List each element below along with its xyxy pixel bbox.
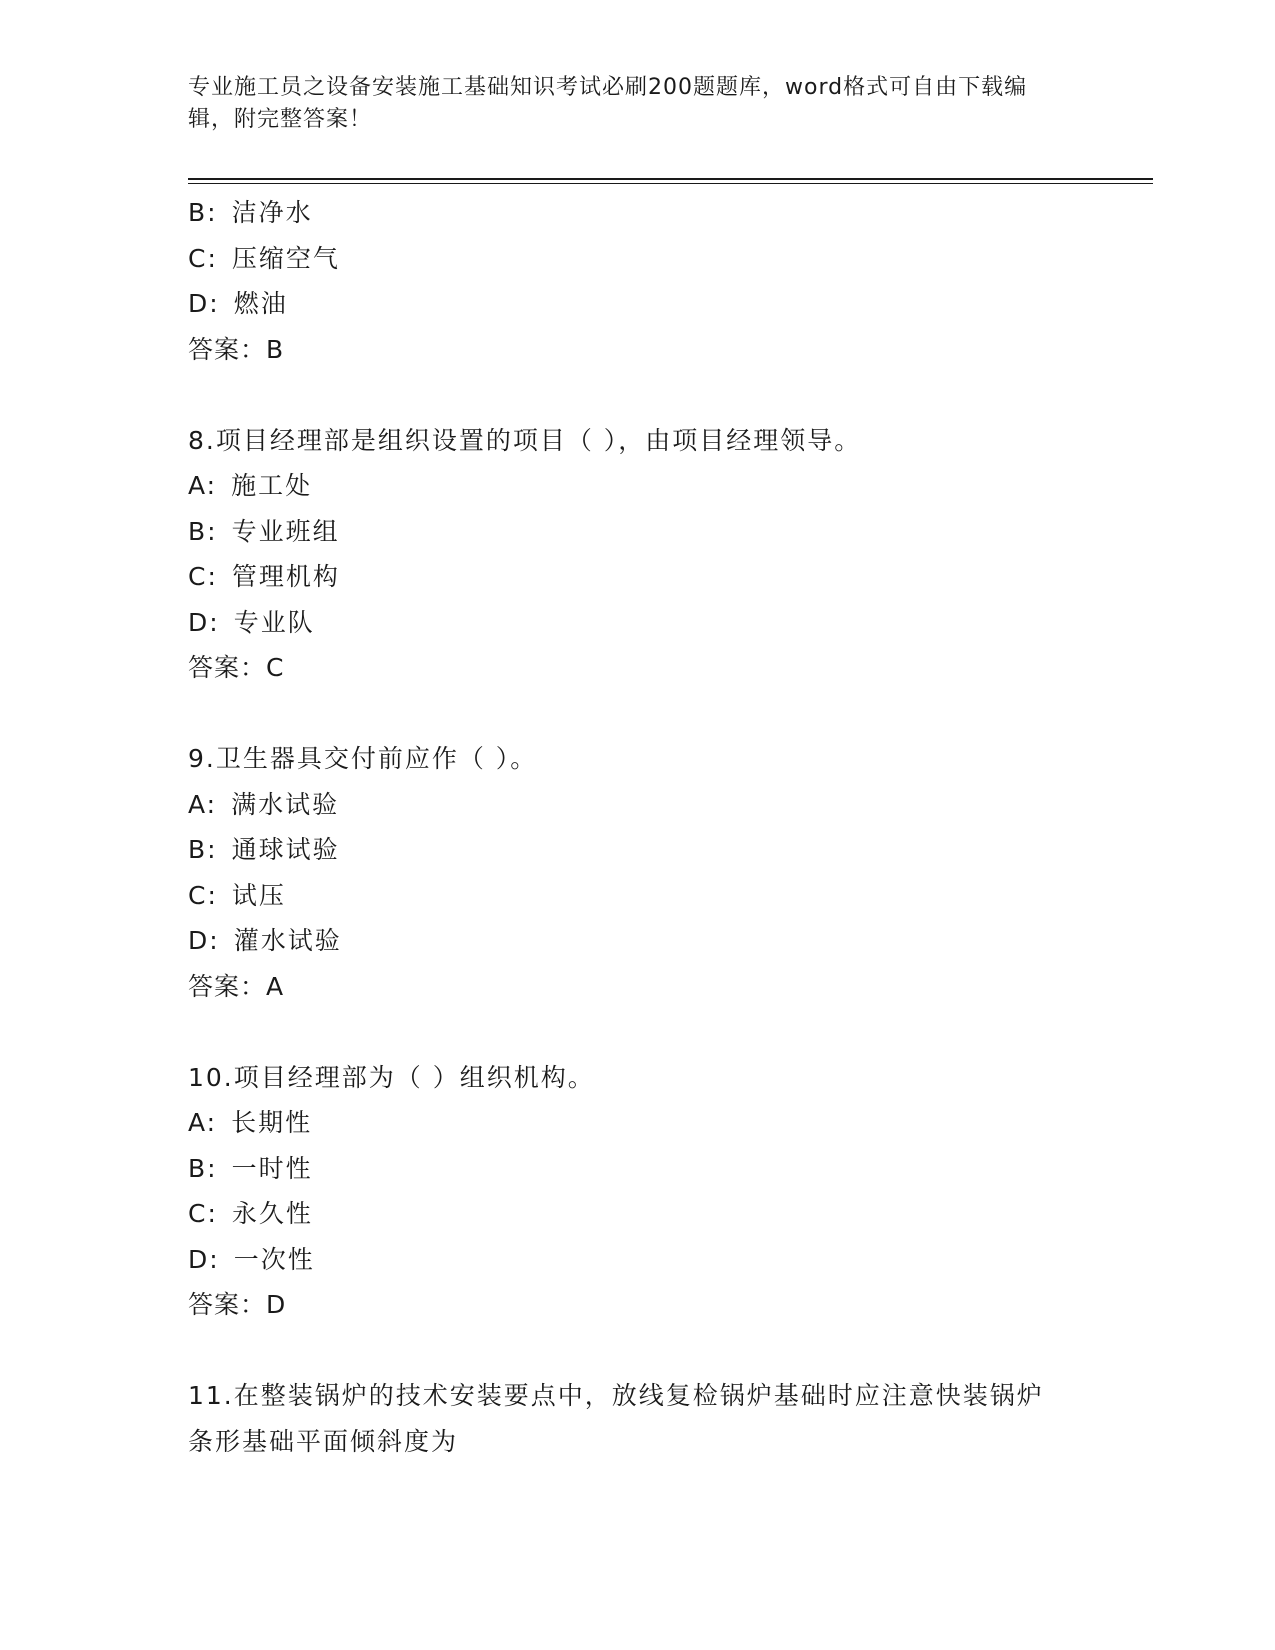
- option-letter: A:: [188, 789, 218, 819]
- option-text: 专业班组: [231, 516, 340, 546]
- question-stem: 10.项目经理部为（ ）组织机构。: [188, 1062, 595, 1092]
- header-divider-thick: [188, 178, 1153, 180]
- option-b: [188, 509, 1088, 555]
- option-text: 管理机构: [231, 562, 340, 591]
- header-divider-thin: [188, 183, 1153, 184]
- question-list: [188, 190, 1088, 1464]
- option-text: 施工处: [231, 471, 313, 500]
- option-c: [188, 1191, 1088, 1237]
- option-a: [188, 1100, 1088, 1146]
- option-text: 一时性: [231, 1153, 313, 1183]
- option-b: [188, 827, 1088, 873]
- option-letter: D:: [188, 289, 220, 318]
- question-stem: 11.在整装锅炉的技术安装要点中，放线复检锅炉基础时应注意快装锅炉条形基础平面倾斜度为: [188, 1381, 1044, 1456]
- option-text: 洁净水: [231, 198, 313, 227]
- spacer: [188, 691, 1088, 737]
- question-8: [188, 418, 1088, 691]
- question-stem: 8.项目经理部是组织设置的项目（ ），由项目经理领导。: [188, 425, 862, 455]
- option-letter: D:: [188, 926, 220, 955]
- question-10: [188, 1055, 1088, 1328]
- option-text: 满水试验: [231, 789, 340, 819]
- option-c: [188, 554, 1088, 600]
- option-c: [188, 873, 1088, 919]
- option-letter: B:: [188, 516, 218, 546]
- spacer: [188, 372, 1088, 418]
- answer-line: 答案：A: [188, 971, 285, 1001]
- option-text: 压缩空气: [231, 243, 340, 273]
- option-c: [188, 236, 1088, 282]
- option-letter: C:: [188, 880, 218, 910]
- answer-line: 答案：C: [188, 653, 285, 682]
- option-letter: D:: [188, 607, 220, 637]
- option-a: [188, 463, 1088, 509]
- answer-line: 答案：D: [188, 1290, 287, 1319]
- question-9: [188, 736, 1088, 1009]
- option-letter: A:: [188, 471, 218, 500]
- option-text: 灌水试验: [233, 926, 342, 955]
- spacer: [188, 1009, 1088, 1055]
- option-d: [188, 918, 1088, 964]
- option-letter: C:: [188, 243, 218, 273]
- option-letter: B:: [188, 198, 218, 227]
- option-letter: B:: [188, 835, 218, 864]
- option-a: [188, 782, 1088, 828]
- option-text: 通球试验: [231, 835, 340, 864]
- option-text: 永久性: [231, 1199, 313, 1228]
- option-letter: C:: [188, 1199, 218, 1228]
- question-7: [188, 190, 1088, 372]
- option-text: 一次性: [233, 1244, 315, 1274]
- option-text: 试压: [231, 880, 286, 910]
- option-text: 专业队: [233, 607, 315, 637]
- option-letter: A:: [188, 1108, 218, 1137]
- option-letter: D:: [188, 1244, 220, 1274]
- option-text: 燃油: [233, 289, 288, 318]
- option-d: [188, 1237, 1088, 1283]
- spacer: [188, 1328, 1088, 1374]
- answer-line: 答案：B: [188, 334, 285, 364]
- question-stem: 9.卫生器具交付前应作（ ）。: [188, 744, 538, 773]
- document-header: 专业施工员之设备安装施工基础知识考试必刷200题题库，word格式可自由下载编辑，附完整答案！: [188, 75, 1028, 132]
- option-d: [188, 281, 1088, 327]
- option-b: [188, 1146, 1088, 1192]
- option-d: [188, 600, 1088, 646]
- option-letter: B:: [188, 1153, 218, 1183]
- option-text: 长期性: [231, 1108, 313, 1137]
- question-11: [188, 1373, 1088, 1464]
- option-letter: C:: [188, 562, 218, 591]
- option-b: [188, 190, 1088, 236]
